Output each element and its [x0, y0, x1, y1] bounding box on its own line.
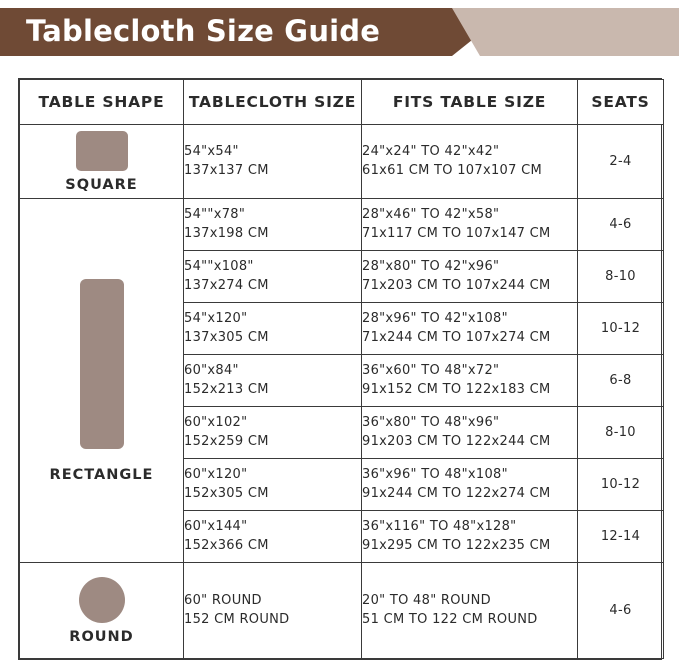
fits-cm: 61x61 CM TO 107x107 CM: [362, 162, 542, 178]
size-cm: 137x198 CM: [184, 225, 269, 241]
size-inches: 60"x102": [184, 414, 248, 430]
column-header-table-shape: TABLE SHAPE: [20, 80, 184, 125]
fits-inches: 36"x96" TO 48"x108": [362, 466, 508, 482]
size-cm: 137x305 CM: [184, 329, 269, 345]
shape-cell-rectangle: [20, 199, 184, 563]
rectangle-shape-icon: [80, 279, 124, 449]
table-header: [20, 80, 664, 125]
size-cm: 137x274 CM: [184, 277, 269, 293]
fits-cm: 71x203 CM TO 107x244 CM: [362, 277, 551, 293]
fits-cm: 71x244 CM TO 107x274 CM: [362, 329, 551, 345]
seats-cell: 4-6: [578, 199, 664, 251]
seats-cell: 8-10: [578, 407, 664, 459]
size-inches: 60"x144": [184, 518, 248, 534]
column-header-fits-table-size: FITS TABLE SIZE: [362, 80, 578, 125]
size-inches: 54"x54": [184, 143, 239, 159]
shape-label-round: ROUND: [69, 628, 134, 645]
fits-inches: 36"x80" TO 48"x96": [362, 414, 500, 430]
fits-inches: 28"x80" TO 42"x96": [362, 258, 500, 274]
table-body: [20, 125, 664, 659]
size-cm: 137x137 CM: [184, 162, 269, 178]
fits-table-size-cell: [362, 303, 578, 355]
fits-cm: 71x117 CM TO 107x147 CM: [362, 225, 551, 241]
shape-label-rectangle: RECTANGLE: [49, 466, 154, 483]
fits-cm: 91x203 CM TO 122x244 CM: [362, 433, 551, 449]
size-inches: 60" ROUND: [184, 592, 262, 608]
column-header-seats: SEATS: [578, 80, 664, 125]
seats-cell: 8-10: [578, 251, 664, 303]
size-cm: 152x259 CM: [184, 433, 269, 449]
fits-cm: 91x295 CM TO 122x235 CM: [362, 537, 551, 553]
fits-inches: 36"x60" TO 48"x72": [362, 362, 500, 378]
tablecloth-size-cell: [184, 303, 362, 355]
table-row: [20, 199, 664, 251]
seats-cell: 12-14: [578, 511, 664, 563]
fits-table-size-cell: [362, 511, 578, 563]
table-header-row: [20, 80, 664, 125]
table-row: [20, 125, 664, 199]
fits-table-size-cell: [362, 125, 578, 199]
fits-table-size-cell: [362, 199, 578, 251]
tablecloth-size-cell: [184, 355, 362, 407]
size-cm: 152x305 CM: [184, 485, 269, 501]
size-cm: 152x366 CM: [184, 537, 269, 553]
shape-label-square: SQUARE: [65, 176, 138, 193]
shape-cell-round: [20, 563, 184, 659]
fits-table-size-cell: [362, 407, 578, 459]
tablecloth-size-cell: [184, 511, 362, 563]
size-inches: 54"x120": [184, 310, 248, 326]
tablecloth-size-cell: [184, 251, 362, 303]
seats-cell: 4-6: [578, 563, 664, 659]
seats-cell: 2-4: [578, 125, 664, 199]
size-cm: 152 CM ROUND: [184, 611, 290, 627]
fits-inches: 20" TO 48" ROUND: [362, 592, 491, 608]
square-shape-icon: [76, 131, 128, 171]
size-inches: 54""x78": [184, 206, 246, 222]
size-inches: 60"x84": [184, 362, 239, 378]
fits-inches: 28"x46" TO 42"x58": [362, 206, 500, 222]
seats-cell: 10-12: [578, 303, 664, 355]
size-guide-table-wrapper: [18, 78, 662, 660]
tablecloth-size-cell: [184, 407, 362, 459]
seats-cell: 6-8: [578, 355, 664, 407]
fits-table-size-cell: [362, 355, 578, 407]
size-inches: 54""x108": [184, 258, 254, 274]
fits-inches: 24"x24" TO 42"x42": [362, 143, 500, 159]
tablecloth-size-cell: [184, 125, 362, 199]
fits-cm: 51 CM TO 122 CM ROUND: [362, 611, 538, 627]
fits-inches: 36"x116" TO 48"x128": [362, 518, 517, 534]
header-banner: [0, 0, 679, 62]
fits-cm: 91x152 CM TO 122x183 CM: [362, 381, 551, 397]
seats-cell: 10-12: [578, 459, 664, 511]
fits-table-size-cell: [362, 459, 578, 511]
fits-table-size-cell: [362, 251, 578, 303]
column-header-tablecloth-size: TABLECLOTH SIZE: [184, 80, 362, 125]
tablecloth-size-cell: [184, 459, 362, 511]
table-row: [20, 563, 664, 659]
fits-table-size-cell: [362, 563, 578, 659]
tablecloth-size-cell: [184, 199, 362, 251]
size-guide-table: [19, 79, 664, 659]
header-bar-light: [452, 8, 679, 56]
round-shape-icon: [79, 577, 125, 623]
size-inches: 60"x120": [184, 466, 248, 482]
fits-cm: 91x244 CM TO 122x274 CM: [362, 485, 551, 501]
page-title: Tablecloth Size Guide: [26, 14, 381, 48]
tablecloth-size-cell: [184, 563, 362, 659]
fits-inches: 28"x96" TO 42"x108": [362, 310, 508, 326]
size-cm: 152x213 CM: [184, 381, 269, 397]
shape-cell-square: [20, 125, 184, 199]
